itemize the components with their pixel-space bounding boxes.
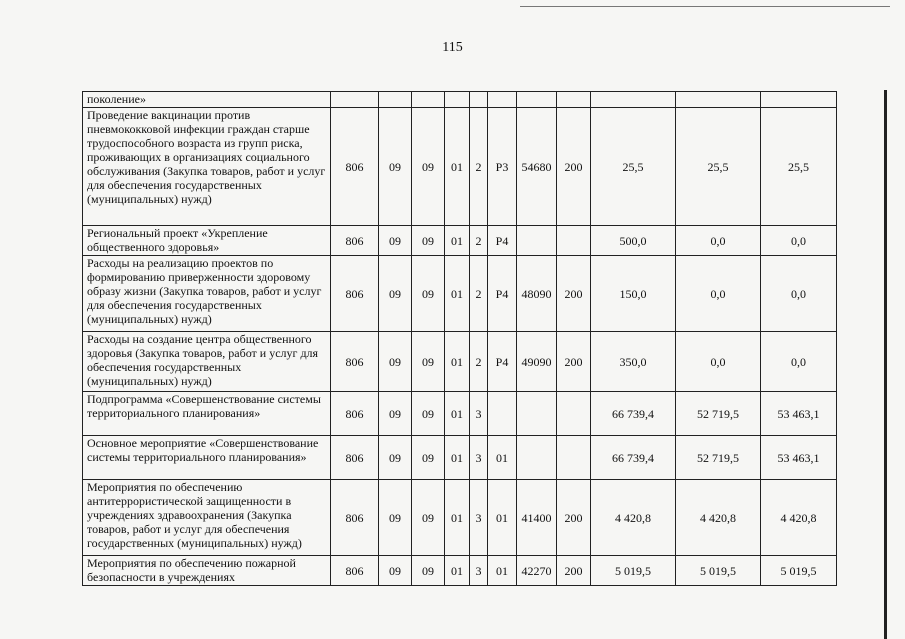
program-cell (445, 92, 470, 108)
admin-cell (331, 92, 379, 108)
admin-cell: 806 (331, 226, 379, 256)
subprogram-cell: 2 (470, 256, 488, 332)
item-name-cell: Мероприятия по обеспечению пожарной безопасности в учреждениях (83, 556, 331, 586)
expense-type-cell (557, 226, 591, 256)
program-cell: 01 (445, 392, 470, 436)
item-name-cell: Мероприятия по обеспечению антитеррористической защищенности в учреждениях здравоохранения (Закупка товаров, работ и услуг для обеспечения государственных (муниципальных) нужд) (83, 480, 331, 556)
expense-type-cell: 200 (557, 556, 591, 586)
expense-type-cell: 200 (557, 256, 591, 332)
admin-cell: 806 (331, 436, 379, 480)
subprogram-cell (470, 92, 488, 108)
section-cell: 09 (379, 226, 412, 256)
year1-cell: 66 739,4 (591, 392, 676, 436)
year1-cell: 25,5 (591, 108, 676, 226)
item-name-cell: Региональный проект «Укрепление общественного здоровья» (83, 226, 331, 256)
subprogram-cell: 3 (470, 556, 488, 586)
code-cell (517, 392, 557, 436)
project-cell: 01 (488, 480, 517, 556)
code-cell (517, 92, 557, 108)
code-cell (517, 436, 557, 480)
year2-cell: 52 719,5 (676, 436, 761, 480)
right-border (884, 90, 887, 639)
year1-cell: 66 739,4 (591, 436, 676, 480)
subsection-cell: 09 (412, 108, 445, 226)
program-cell: 01 (445, 480, 470, 556)
table-row (83, 256, 837, 332)
year2-cell (676, 92, 761, 108)
subsection-cell: 09 (412, 332, 445, 392)
item-name-cell: Расходы на реализацию проектов по формированию приверженности здоровому образу жизни (Закупка товаров, работ и услуг для обеспечения государственных (муниципальных) нужд) (83, 256, 331, 332)
year1-cell: 5 019,5 (591, 556, 676, 586)
item-name-cell: поколение» (83, 92, 331, 108)
expense-type-cell: 200 (557, 108, 591, 226)
admin-cell: 806 (331, 108, 379, 226)
subsection-cell: 09 (412, 436, 445, 480)
program-cell: 01 (445, 108, 470, 226)
year3-cell: 25,5 (761, 108, 837, 226)
subprogram-cell: 3 (470, 436, 488, 480)
item-name-cell: Основное мероприятие «Совершенствование системы территориального планирования» (83, 436, 331, 480)
item-name-cell: Расходы на создание центра общественного здоровья (Закупка товаров, работ и услуг для обеспечения государственных (муниципальных) нужд) (83, 332, 331, 392)
year3-cell: 53 463,1 (761, 392, 837, 436)
project-cell: 01 (488, 436, 517, 480)
admin-cell: 806 (331, 256, 379, 332)
budget-table (82, 91, 837, 586)
table-row (83, 92, 837, 108)
project-cell (488, 392, 517, 436)
admin-cell: 806 (331, 556, 379, 586)
year2-cell: 0,0 (676, 256, 761, 332)
expense-type-cell (557, 92, 591, 108)
program-cell: 01 (445, 436, 470, 480)
year1-cell (591, 92, 676, 108)
subsection-cell: 09 (412, 480, 445, 556)
project-cell (488, 92, 517, 108)
year3-cell: 53 463,1 (761, 436, 837, 480)
year2-cell: 25,5 (676, 108, 761, 226)
year2-cell: 4 420,8 (676, 480, 761, 556)
table-row (83, 226, 837, 256)
subprogram-cell: 3 (470, 480, 488, 556)
year3-cell: 5 019,5 (761, 556, 837, 586)
subsection-cell (412, 92, 445, 108)
year2-cell: 5 019,5 (676, 556, 761, 586)
item-name-cell: Подпрограмма «Совершенствование системы территориального планирования» (83, 392, 331, 436)
section-cell: 09 (379, 556, 412, 586)
year1-cell: 500,0 (591, 226, 676, 256)
expense-type-cell (557, 392, 591, 436)
program-cell: 01 (445, 332, 470, 392)
code-cell: 48090 (517, 256, 557, 332)
section-cell: 09 (379, 256, 412, 332)
year3-cell (761, 92, 837, 108)
subprogram-cell: 2 (470, 332, 488, 392)
year2-cell: 52 719,5 (676, 392, 761, 436)
table-row (83, 392, 837, 436)
expense-type-cell (557, 436, 591, 480)
subsection-cell: 09 (412, 392, 445, 436)
year2-cell: 0,0 (676, 226, 761, 256)
expense-type-cell: 200 (557, 332, 591, 392)
program-cell: 01 (445, 556, 470, 586)
table-row (83, 556, 837, 586)
project-cell: Р4 (488, 226, 517, 256)
section-cell (379, 92, 412, 108)
table-row (83, 480, 837, 556)
year3-cell: 0,0 (761, 332, 837, 392)
year3-cell: 0,0 (761, 226, 837, 256)
page-number: 115 (442, 40, 463, 55)
subprogram-cell: 2 (470, 108, 488, 226)
code-cell (517, 226, 557, 256)
subsection-cell: 09 (412, 226, 445, 256)
project-cell: 01 (488, 556, 517, 586)
admin-cell: 806 (331, 480, 379, 556)
code-cell: 41400 (517, 480, 557, 556)
subprogram-cell: 3 (470, 392, 488, 436)
year1-cell: 150,0 (591, 256, 676, 332)
section-cell: 09 (379, 480, 412, 556)
subsection-cell: 09 (412, 556, 445, 586)
section-cell: 09 (379, 108, 412, 226)
year1-cell: 4 420,8 (591, 480, 676, 556)
code-cell: 54680 (517, 108, 557, 226)
table-row (83, 332, 837, 392)
project-cell: Р3 (488, 108, 517, 226)
admin-cell: 806 (331, 332, 379, 392)
section-cell: 09 (379, 332, 412, 392)
code-cell: 49090 (517, 332, 557, 392)
year1-cell: 350,0 (591, 332, 676, 392)
program-cell: 01 (445, 226, 470, 256)
year3-cell: 0,0 (761, 256, 837, 332)
item-name-cell: Проведение вакцинации против пневмококковой инфекции граждан старше трудоспособного возраста из групп риска, проживающих в организациях социального обслуживания (Закупка товаров, работ и услуг для обеспечения государственных (муниципальных) нужд) (83, 108, 331, 226)
section-cell: 09 (379, 436, 412, 480)
program-cell: 01 (445, 256, 470, 332)
project-cell: Р4 (488, 332, 517, 392)
admin-cell: 806 (331, 392, 379, 436)
year3-cell: 4 420,8 (761, 480, 837, 556)
project-cell: Р4 (488, 256, 517, 332)
table-row (83, 436, 837, 480)
top-rule (520, 6, 890, 7)
table-row (83, 108, 837, 226)
code-cell: 42270 (517, 556, 557, 586)
subprogram-cell: 2 (470, 226, 488, 256)
year2-cell: 0,0 (676, 332, 761, 392)
expense-type-cell: 200 (557, 480, 591, 556)
section-cell: 09 (379, 392, 412, 436)
subsection-cell: 09 (412, 256, 445, 332)
